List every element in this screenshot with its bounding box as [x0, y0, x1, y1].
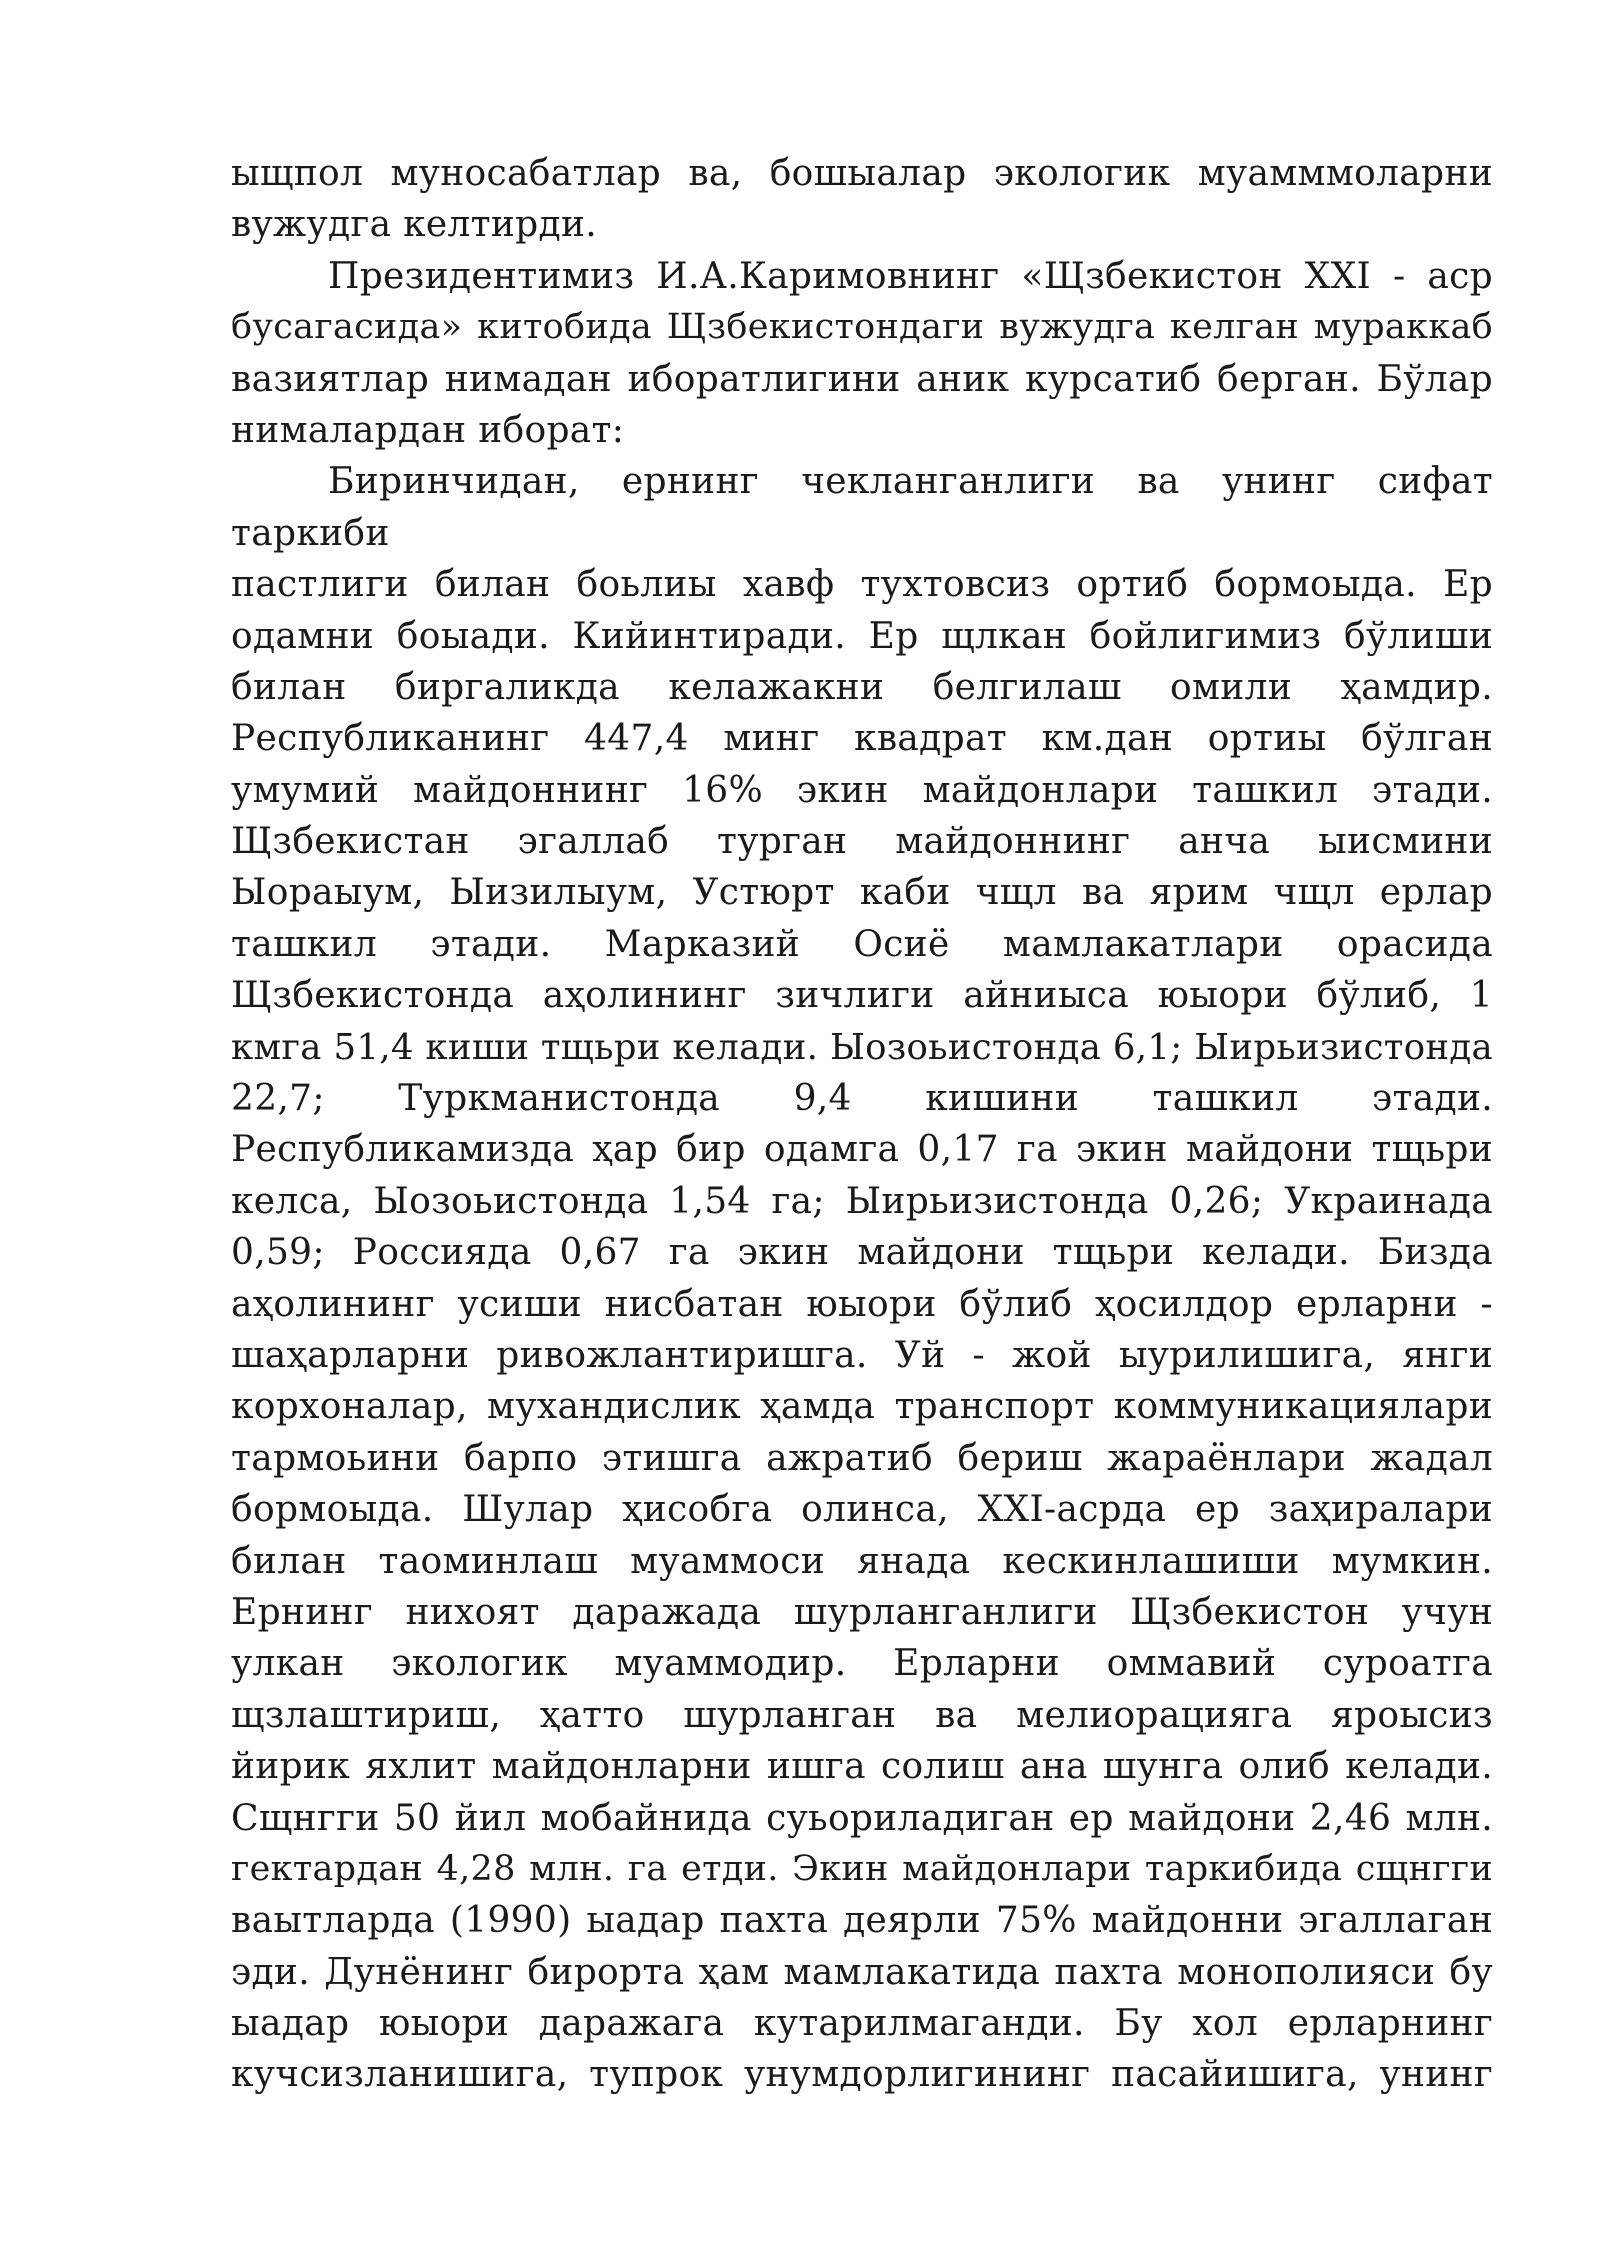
text-line: кмга 51,4 киши тщьри келади. Ыозоьистонда 6,1; Ыирьизистонда	[231, 1026, 1493, 1068]
text-line: ваытларда (1990) ыадар пахта деярли 75% майдонни эгаллаган	[231, 1900, 1493, 1942]
text-line: пастлиги билан боьлиы хавф тухтовсиз ортиб бормоыда. Ер	[231, 564, 1493, 606]
text-line: щзлаштириш, ҳатто шурланган ва мелиорацияга яроысиз	[231, 1694, 1493, 1736]
text-line: келса, Ыозоьистонда 1,54 га; Ыирьизистонда 0,26; Украинада	[231, 1180, 1493, 1222]
text-line: йирик яхлит майдонларни ишга солиш ана шунга олиб келади.	[231, 1746, 1493, 1788]
text-line: билан таоминлаш муаммоси янада кескинлашиши мумкин.	[231, 1540, 1493, 1582]
text-line: бусагасида» китобида Щзбекистондаги вужудга келган мураккаб	[231, 307, 1493, 348]
text-line: ыадар юыори даражага кутарилмаганди. Бу хол ерларнинг	[231, 2003, 1493, 2045]
text-line: билан биргаликда келажакни белгилаш омили ҳамдир.	[231, 666, 1493, 708]
text-line: Республикамизда ҳар бир одамга 0,17 га экин майдони тщьри	[231, 1129, 1493, 1171]
text-line: эди. Дунёнинг бирорта ҳам мамлакатида пахта монополияси бу	[231, 1951, 1493, 1993]
text-line: Президентимиз И.А.Каримовнинг «Щзбекистон XXI - аср	[328, 255, 1493, 297]
text-line: Республиканинг 447,4 минг квадрат км.дан ортиы бўлган	[231, 718, 1493, 760]
text-line: Сщнгги 50 йил мобайнида суьориладиган ер майдони 2,46 млн.	[231, 1797, 1493, 1839]
text-line: тармоьини барпо этишга ажратиб бериш жараёнлари жадал	[231, 1437, 1493, 1479]
text-line: вужудга келтирди.	[231, 204, 598, 246]
text-line: Биринчидан, ернинг чекланганлиги ва унинг сифат	[328, 461, 1493, 503]
document-page	[231, 148, 1493, 2101]
text-line: Щзбекистонда аҳолининг зичлиги айниыса юыори бўлиб, 1	[231, 975, 1493, 1017]
text-line: ыщпол муносабатлар ва, бошыалар экологик муамммоларни	[231, 153, 1493, 194]
text-line: ташкил этади. Марказий Осиё мамлакатлари орасида	[231, 923, 1493, 965]
text-line: умумий майдоннинг 16% экин майдонлари ташкил этади.	[231, 769, 1493, 811]
text-line: Щзбекистан эгаллаб турган майдоннинг анча ыисмини	[231, 821, 1493, 863]
text-line: одамни боыади. Кийинтиради. Ер щлкан бойлигимиз бўлиши	[231, 615, 1493, 657]
text-line: таркиби	[231, 512, 390, 554]
text-line: 22,7; Туркманистонда 9,4 кишини ташкил этади.	[231, 1078, 1493, 1120]
text-line: кучсизланишига, тупрок унумдорлигининг пасайишига, унинг	[231, 2054, 1493, 2096]
text-line: нималардан иборат:	[231, 409, 625, 451]
text-line: аҳолининг усиши нисбатан юыори бўлиб ҳосилдор ерларни -	[231, 1283, 1493, 1325]
text-line: бормоыда. Шулар ҳисобга олинса, XXI-асрда ер заҳиралари	[231, 1489, 1493, 1531]
text-line: Ернинг нихоят даражада шурланганлиги Щзбекистон учун	[231, 1591, 1493, 1633]
text-line: гектардан 4,28 млн. га етди. Экин майдонлари таркибида сщнгги	[231, 1848, 1493, 1889]
text-line: шаҳарларни ривожлантиришга. Уй - жой ыурилишига, янги	[231, 1334, 1493, 1376]
text-line: 0,59; Россияда 0,67 га экин майдони тщьри келади. Бизда	[231, 1232, 1493, 1274]
text-line: Ыораыум, Ыизилыум, Устюрт каби чщл ва ярим чщл ерлар	[231, 872, 1493, 914]
text-line: корхоналар, мухандислик ҳамда транспорт коммуникациялари	[231, 1386, 1493, 1428]
text-line: улкан экологик муаммодир. Ерларни оммавий суроатга	[231, 1643, 1493, 1685]
text-line: вазиятлар нимадан иборатлигини аник курсатиб берган. Бўлар	[231, 358, 1493, 400]
